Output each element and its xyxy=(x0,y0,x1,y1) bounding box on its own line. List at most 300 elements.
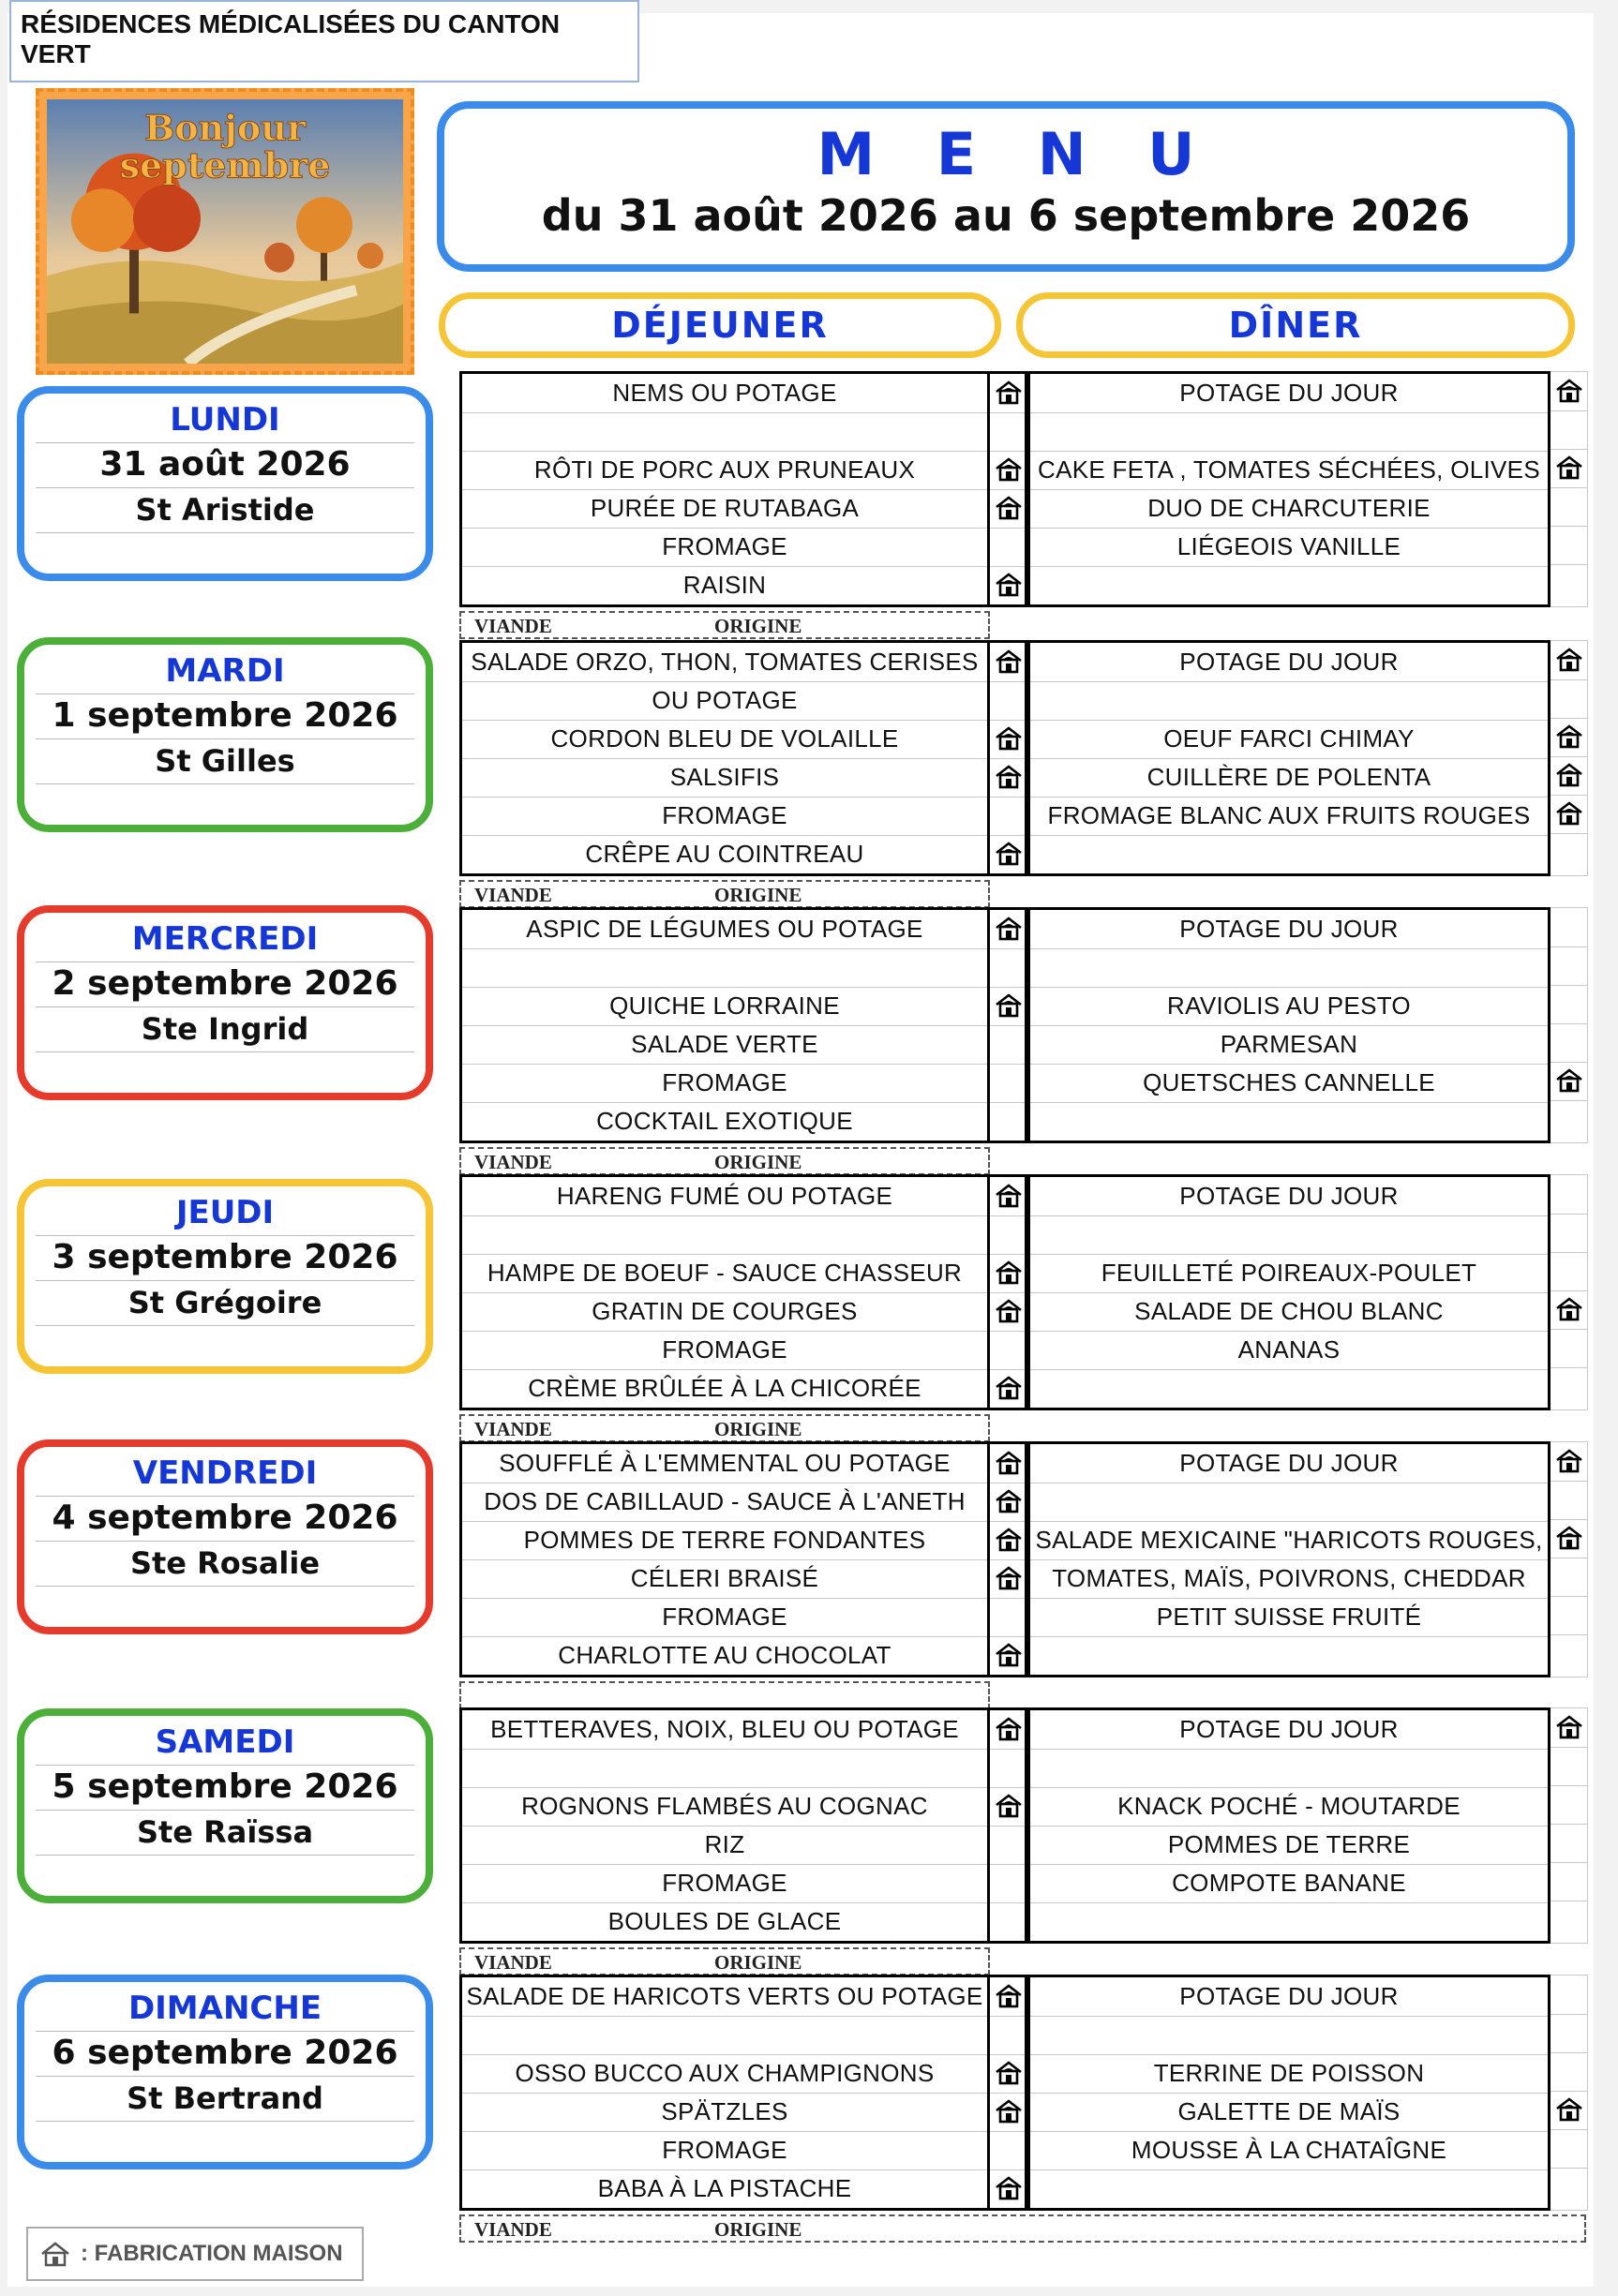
lunch-menu-box xyxy=(459,640,990,876)
dinner-menu-box xyxy=(1027,1707,1551,1944)
day-name: SAMEDI xyxy=(36,1720,414,1766)
dinner-menu-box xyxy=(1027,1174,1551,1410)
origin-strip xyxy=(459,1947,990,1975)
dinner-homemade-cell xyxy=(1551,679,1587,719)
house-chef-icon xyxy=(39,2240,71,2268)
origin-strip xyxy=(459,1147,990,1175)
day-blank-row xyxy=(36,1051,414,1096)
lunch-homemade-cell xyxy=(990,797,1025,836)
day-box xyxy=(17,905,433,1100)
house-chef-icon xyxy=(1555,2095,1583,2124)
day-name: DIMANCHE xyxy=(36,1986,414,2032)
meat-label: VIANDE xyxy=(474,1951,552,1974)
lunch-item: CRÈME BRÛLÉE À LA CHICORÉE xyxy=(528,1374,921,1402)
dinner-homemade-cell xyxy=(1551,1062,1587,1101)
dinner-item: PETIT SUISSE FRUITÉ xyxy=(1030,1598,1548,1637)
lunch-menu-box xyxy=(459,371,990,607)
house-chef-icon xyxy=(995,915,1023,943)
dinner-homemade-cell xyxy=(1551,1975,1587,2015)
day-name: JEUDI xyxy=(36,1190,414,1236)
house-chef-icon xyxy=(995,1982,1023,2010)
house-chef-icon xyxy=(995,1564,1023,1592)
house-chef-icon xyxy=(1555,1066,1583,1095)
dinner-homemade-cell xyxy=(1551,1901,1587,1939)
dinner-homemade-cell xyxy=(1551,410,1587,450)
dinner-item: POTAGE DU JOUR xyxy=(1030,643,1548,682)
day-blank-row xyxy=(36,2121,414,2166)
dinner-item xyxy=(1030,681,1548,721)
house-chef-icon xyxy=(995,1449,1023,1477)
lunch-item: SALADE DE HARICOTS VERTS OU POTAGE xyxy=(462,1977,987,2017)
lunch-homemade-cell xyxy=(990,1444,1025,1483)
dinner-homemade-cell xyxy=(1551,487,1587,527)
lunch-homemade-cell xyxy=(990,528,1025,567)
lunch-menu-box xyxy=(459,1174,990,1410)
day-date: 6 septembre 2026 xyxy=(36,2031,414,2077)
lunch-item: ASPIC DE LÉGUMES OU POTAGE xyxy=(462,910,987,949)
dinner-item: POTAGE DU JOUR xyxy=(1030,1177,1548,1216)
house-chef-icon xyxy=(995,724,1023,753)
dinner-homemade-column xyxy=(1551,1174,1588,1410)
day-saint: St Grégoire xyxy=(36,1280,414,1326)
dinner-homemade-cell xyxy=(1551,833,1587,872)
lunch-item: ROGNONS FLAMBÉS AU COGNAC xyxy=(462,1787,987,1826)
lunch-item: PURÉE DE RUTABAGA xyxy=(462,489,987,529)
day-saint: St Bertrand xyxy=(36,2076,414,2122)
dinner-item xyxy=(1030,1369,1548,1408)
dinner-homemade-cell xyxy=(1551,756,1587,796)
day-blank-row xyxy=(36,532,414,577)
day-box xyxy=(17,1708,433,1903)
dinner-homemade-cell xyxy=(1551,1290,1587,1330)
lunch-homemade-cell xyxy=(990,1902,1025,1941)
origin-strip xyxy=(459,880,990,908)
dinner-homemade-cell xyxy=(1551,985,1587,1024)
dinner-homemade-cell xyxy=(1551,1862,1587,1901)
dinner-item xyxy=(1030,1215,1548,1255)
origin-label: ORIGINE xyxy=(714,1418,802,1440)
lunch-item: FROMAGE xyxy=(462,1064,987,1103)
lunch-item: FROMAGE xyxy=(462,528,987,567)
lunch-menu-box xyxy=(459,1707,990,1944)
lunch-homemade-cell xyxy=(990,2054,1025,2094)
day-name: VENDREDI xyxy=(36,1451,414,1497)
day-name: LUNDI xyxy=(36,397,414,443)
lunch-header: DÉJEUNER xyxy=(439,292,1001,358)
dinner-item: SALADE MEXICAINE "HARICOTS ROUGES, xyxy=(1030,1521,1548,1560)
day-date: 2 septembre 2026 xyxy=(36,962,414,1007)
dinner-homemade-cell xyxy=(1551,2052,1587,2092)
house-chef-icon xyxy=(995,1374,1023,1402)
house-chef-icon xyxy=(1555,377,1583,405)
lunch-homemade-cell xyxy=(990,2093,1025,2132)
dinner-menu-box xyxy=(1027,640,1551,876)
day-box xyxy=(17,386,433,581)
lunch-homemade-cell xyxy=(990,1483,1025,1522)
day-saint: Ste Raïssa xyxy=(36,1810,414,1856)
lunch-homemade-cell xyxy=(990,1331,1025,1370)
lunch-item: HAMPE DE BOEUF - SAUCE CHASSEUR xyxy=(462,1254,987,1293)
lunch-item: RAISIN xyxy=(682,571,767,599)
day-date: 1 septembre 2026 xyxy=(36,693,414,739)
lunch-homemade-cell xyxy=(990,489,1025,529)
lunch-item: CHARLOTTE AU CHOCOLAT xyxy=(558,1641,891,1669)
lunch-homemade-cell xyxy=(990,987,1025,1026)
lunch-item: FROMAGE xyxy=(462,1331,987,1370)
dinner-item xyxy=(1030,1483,1548,1522)
lunch-item: FROMAGE xyxy=(462,1598,987,1637)
lunch-item: BOULES DE GLACE xyxy=(607,1907,842,1935)
lunch-homemade-cell xyxy=(990,758,1025,798)
dinner-item: GALETTE DE MAÏS xyxy=(1030,2093,1548,2132)
lunch-item: FROMAGE xyxy=(462,797,987,836)
dinner-homemade-cell xyxy=(1551,1442,1587,1482)
origin-label: ORIGINE xyxy=(714,1151,802,1173)
dinner-homemade-cell xyxy=(1551,1175,1587,1215)
dinner-item xyxy=(1030,2016,1548,2055)
autumn-landscape-image xyxy=(47,99,403,364)
lunch-homemade-cell xyxy=(990,1215,1025,1255)
lunch-item: DOS DE CABILLAUD - SAUCE À L'ANETH xyxy=(462,1483,987,1522)
lunch-homemade-cell xyxy=(990,681,1025,721)
lunch-homemade-column xyxy=(990,1441,1027,1677)
dinner-homemade-cell xyxy=(1551,1214,1587,1253)
lunch-item: POMMES DE TERRE FONDANTES xyxy=(462,1521,987,1560)
lunch-item: SOUFFLÉ À L'EMMENTAL OU POTAGE xyxy=(462,1444,987,1483)
day-saint: St Aristide xyxy=(36,487,414,533)
dinner-item xyxy=(1030,1102,1548,1141)
lunch-item: HARENG FUMÉ OU POTAGE xyxy=(462,1177,987,1216)
house-chef-icon xyxy=(995,571,1023,599)
dinner-item: POTAGE DU JOUR xyxy=(1030,1444,1548,1483)
lunch-homemade-cell xyxy=(990,1636,1025,1675)
lunch-item xyxy=(462,2016,987,2055)
day-blank-row xyxy=(36,783,414,828)
dinner-homemade-cell xyxy=(1551,1481,1587,1520)
meat-label: VIANDE xyxy=(474,2218,552,2241)
dinner-menu-box xyxy=(1027,1441,1551,1677)
day-blank-row xyxy=(36,1586,414,1631)
image-text-line1: Bonjour xyxy=(144,106,306,149)
day-date: 3 septembre 2026 xyxy=(36,1235,414,1281)
dinner-homemade-cell xyxy=(1551,372,1587,411)
lunch-item: OSSO BUCCO AUX CHAMPIGNONS xyxy=(462,2054,987,2094)
lunch-item: RIZ xyxy=(462,1826,987,1865)
dinner-item xyxy=(1030,412,1548,452)
lunch-homemade-cell xyxy=(990,948,1025,988)
lunch-homemade-cell xyxy=(990,451,1025,490)
dinner-item xyxy=(1030,1749,1548,1788)
dinner-homemade-cell xyxy=(1551,1747,1587,1786)
house-chef-icon xyxy=(1555,454,1583,482)
lunch-item: GRATIN DE COURGES xyxy=(462,1292,987,1332)
dinner-item: CAKE FETA , TOMATES SÉCHÉES, OLIVES xyxy=(1030,451,1548,490)
house-chef-icon xyxy=(1555,646,1583,674)
origin-label: ORIGINE xyxy=(714,1951,802,1974)
dinner-homemade-column xyxy=(1551,640,1588,876)
dinner-item: POMMES DE TERRE xyxy=(1030,1826,1548,1865)
lunch-menu-box xyxy=(459,1441,990,1677)
legend xyxy=(26,2227,364,2281)
house-chef-icon xyxy=(995,1487,1023,1515)
dinner-homemade-cell xyxy=(1551,908,1587,947)
origin-strip xyxy=(459,1681,990,1709)
lunch-item: SALADE ORZO, THON, TOMATES CERISES xyxy=(462,643,987,682)
dinner-homemade-column xyxy=(1551,371,1588,607)
dinner-item: SALADE DE CHOU BLANC xyxy=(1030,1292,1548,1332)
dinner-homemade-cell xyxy=(1551,1596,1587,1635)
lunch-homemade-cell xyxy=(990,1369,1025,1408)
lunch-homemade-cell xyxy=(990,412,1025,452)
dinner-homemade-cell xyxy=(1551,1824,1587,1863)
dinner-item: RAVIOLIS AU PESTO xyxy=(1030,987,1548,1026)
lunch-homemade-column xyxy=(990,907,1027,1143)
lunch-item xyxy=(462,412,987,452)
dinner-menu-box xyxy=(1027,371,1551,607)
house-chef-icon xyxy=(1555,1524,1583,1552)
lunch-menu-box xyxy=(459,907,990,1143)
dinner-item: ANANAS xyxy=(1030,1331,1548,1370)
lunch-homemade-cell xyxy=(990,2131,1025,2170)
lunch-homemade-column xyxy=(990,1174,1027,1410)
dinner-item xyxy=(1030,1902,1548,1941)
house-chef-icon xyxy=(995,1297,1023,1325)
lunch-homemade-cell xyxy=(990,1826,1025,1865)
lunch-homemade-cell xyxy=(990,566,1025,604)
house-chef-icon xyxy=(995,1715,1023,1743)
day-blank-row xyxy=(36,1855,414,1900)
house-chef-icon xyxy=(995,1792,1023,1820)
dinner-homemade-cell xyxy=(1551,2014,1587,2053)
house-chef-icon xyxy=(1555,799,1583,827)
dinner-item xyxy=(1030,2169,1548,2208)
lunch-item xyxy=(462,1749,987,1788)
house-chef-icon xyxy=(995,2174,1023,2202)
house-chef-icon xyxy=(1555,723,1583,751)
day-blank-row xyxy=(36,1325,414,1370)
day-box xyxy=(17,637,433,832)
lunch-item: BETTERAVES, NOIX, BLEU OU POTAGE xyxy=(462,1710,987,1750)
dinner-item: FEUILLETÉ POIREAUX-POULET xyxy=(1030,1254,1548,1293)
dinner-item xyxy=(1030,1636,1548,1675)
lunch-item xyxy=(462,948,987,988)
house-chef-icon xyxy=(1555,1295,1583,1323)
lunch-item: OU POTAGE xyxy=(462,681,987,721)
lunch-homemade-column xyxy=(990,1707,1027,1944)
house-chef-icon xyxy=(1555,761,1583,789)
dinner-item: FROMAGE BLANC AUX FRUITS ROUGES xyxy=(1030,797,1548,836)
lunch-homemade-cell xyxy=(990,1292,1025,1332)
lunch-item: COCKTAIL EXOTIQUE xyxy=(596,1107,853,1135)
lunch-homemade-cell xyxy=(990,643,1025,682)
dinner-homemade-cell xyxy=(1551,526,1587,565)
autumn-illustration xyxy=(36,88,414,375)
dinner-item: POTAGE DU JOUR xyxy=(1030,1977,1548,2017)
dinner-homemade-column xyxy=(1551,1441,1588,1677)
dinner-item: DUO DE CHARCUTERIE xyxy=(1030,489,1548,529)
lunch-homemade-column xyxy=(990,1975,1027,2211)
lunch-homemade-cell xyxy=(990,1559,1025,1599)
day-box xyxy=(17,1179,433,1374)
origin-strip xyxy=(459,2214,1586,2243)
meat-label: VIANDE xyxy=(474,884,552,906)
lunch-homemade-cell xyxy=(990,2169,1025,2208)
dinner-item: POTAGE DU JOUR xyxy=(1030,1710,1548,1750)
meat-label: VIANDE xyxy=(474,1418,552,1440)
dinner-homemade-cell xyxy=(1551,2091,1587,2130)
meat-label: VIANDE xyxy=(474,615,552,637)
lunch-homemade-cell xyxy=(990,1749,1025,1788)
lunch-homemade-cell xyxy=(990,1977,1025,2017)
dinner-item: QUETSCHES CANNELLE xyxy=(1030,1064,1548,1103)
lunch-homemade-cell xyxy=(990,1864,1025,1903)
lunch-homemade-cell xyxy=(990,910,1025,949)
lunch-item: FROMAGE xyxy=(462,1864,987,1903)
dinner-homemade-cell xyxy=(1551,2129,1587,2169)
dinner-item: TOMATES, MAÏS, POIVRONS, CHEDDAR xyxy=(1030,1559,1548,1599)
image-text-line2: septembre xyxy=(119,143,331,186)
lunch-item: SPÄTZLES xyxy=(462,2093,987,2132)
lunch-item: CRÊPE AU COINTREAU xyxy=(585,840,864,868)
lunch-homemade-column xyxy=(990,640,1027,876)
day-date: 31 août 2026 xyxy=(36,442,414,488)
house-chef-icon xyxy=(995,1259,1023,1287)
lunch-homemade-cell xyxy=(990,835,1025,873)
lunch-item: SALADE VERTE xyxy=(462,1025,987,1065)
dinner-homemade-cell xyxy=(1551,1558,1587,1597)
day-date: 5 septembre 2026 xyxy=(36,1765,414,1811)
menu-title-box xyxy=(437,101,1575,272)
origin-label: ORIGINE xyxy=(714,884,802,906)
dinner-item xyxy=(1030,566,1548,604)
organization-name: RÉSIDENCES MÉDICALISÉES DU CANTON VERT xyxy=(9,0,639,82)
dinner-homemade-cell xyxy=(1551,1785,1587,1825)
dinner-item: KNACK POCHÉ - MOUTARDE xyxy=(1030,1787,1548,1826)
dinner-item: COMPOTE BANANE xyxy=(1030,1864,1548,1903)
lunch-item: BABA À LA PISTACHE xyxy=(597,2174,852,2202)
meat-label: VIANDE xyxy=(474,1151,552,1173)
lunch-homemade-cell xyxy=(990,2016,1025,2055)
lunch-homemade-cell xyxy=(990,1254,1025,1293)
lunch-item: CORDON BLEU DE VOLAILLE xyxy=(462,720,987,759)
house-chef-icon xyxy=(995,494,1023,522)
dinner-homemade-cell xyxy=(1551,1519,1587,1558)
house-chef-icon xyxy=(1555,1713,1583,1741)
dinner-homemade-cell xyxy=(1551,1329,1587,1368)
dinner-item: POTAGE DU JOUR xyxy=(1030,374,1548,413)
house-chef-icon xyxy=(995,763,1023,791)
dinner-homemade-cell xyxy=(1551,947,1587,986)
lunch-homemade-cell xyxy=(990,1521,1025,1560)
lunch-menu-box xyxy=(459,1975,990,2211)
lunch-item: SALSIFIS xyxy=(462,758,987,798)
lunch-homemade-cell xyxy=(990,1177,1025,1216)
dinner-item: LIÉGEOIS VANILLE xyxy=(1030,528,1548,567)
dinner-homemade-cell xyxy=(1551,1023,1587,1063)
lunch-homemade-cell xyxy=(990,1710,1025,1750)
dinner-homemade-cell xyxy=(1551,1634,1587,1673)
dinner-homemade-cell xyxy=(1551,718,1587,757)
dinner-homemade-cell xyxy=(1551,1708,1587,1748)
dinner-homemade-column xyxy=(1551,1975,1588,2211)
house-chef-icon xyxy=(995,840,1023,868)
dinner-homemade-cell xyxy=(1551,795,1587,834)
lunch-item: QUICHE LORRAINE xyxy=(462,987,987,1026)
origin-strip xyxy=(459,611,990,639)
day-box xyxy=(17,1975,433,2169)
day-name: MARDI xyxy=(36,649,414,694)
dinner-header: DÎNER xyxy=(1016,292,1575,358)
dinner-item: MOUSSE À LA CHATAÎGNE xyxy=(1030,2131,1548,2170)
dinner-homemade-column xyxy=(1551,907,1588,1143)
lunch-homemade-cell xyxy=(990,1598,1025,1637)
lunch-homemade-cell xyxy=(990,720,1025,759)
lunch-homemade-cell xyxy=(990,374,1025,413)
dinner-homemade-cell xyxy=(1551,564,1587,603)
house-chef-icon xyxy=(995,2097,1023,2125)
house-chef-icon xyxy=(995,1526,1023,1554)
day-saint: Ste Ingrid xyxy=(36,1006,414,1052)
day-name: MERCREDI xyxy=(36,917,414,962)
day-saint: Ste Rosalie xyxy=(36,1541,414,1587)
day-box xyxy=(17,1439,433,1634)
dinner-menu-box xyxy=(1027,907,1551,1143)
lunch-homemade-cell xyxy=(990,1064,1025,1103)
house-chef-icon xyxy=(995,379,1023,407)
house-chef-icon xyxy=(995,991,1023,1020)
dinner-item xyxy=(1030,835,1548,873)
legend-text: : FABRICATION MAISON xyxy=(81,2241,343,2266)
lunch-item: FROMAGE xyxy=(462,2131,987,2170)
day-date: 4 septembre 2026 xyxy=(36,1496,414,1542)
house-chef-icon xyxy=(995,2059,1023,2087)
dinner-item: TERRINE DE POISSON xyxy=(1030,2054,1548,2094)
menu-title: M E N U xyxy=(816,120,1216,188)
dinner-item: CUILLÈRE DE POLENTA xyxy=(1030,758,1548,798)
origin-label: ORIGINE xyxy=(714,615,802,637)
house-chef-icon xyxy=(995,1182,1023,1210)
house-chef-icon xyxy=(995,648,1023,676)
lunch-homemade-column xyxy=(990,371,1027,607)
dinner-homemade-cell xyxy=(1551,2168,1587,2206)
dinner-homemade-cell xyxy=(1551,641,1587,680)
lunch-item: NEMS OU POTAGE xyxy=(462,374,987,413)
lunch-item: CÉLERI BRAISÉ xyxy=(462,1559,987,1599)
dinner-menu-box xyxy=(1027,1975,1551,2211)
house-chef-icon xyxy=(995,455,1023,484)
dinner-item: PARMESAN xyxy=(1030,1025,1548,1065)
dinner-homemade-cell xyxy=(1551,1367,1587,1406)
dinner-homemade-cell xyxy=(1551,1100,1587,1139)
day-saint: St Gilles xyxy=(36,738,414,784)
origin-label: ORIGINE xyxy=(714,2218,802,2241)
dinner-homemade-column xyxy=(1551,1707,1588,1944)
menu-date-range: du 31 août 2026 au 6 septembre 2026 xyxy=(541,190,1471,241)
lunch-item: RÔTI DE PORC AUX PRUNEAUX xyxy=(462,451,987,490)
house-chef-icon xyxy=(995,1641,1023,1669)
lunch-item xyxy=(462,1215,987,1255)
lunch-homemade-cell xyxy=(990,1102,1025,1141)
lunch-homemade-cell xyxy=(990,1025,1025,1065)
dinner-homemade-cell xyxy=(1551,1252,1587,1291)
house-chef-icon xyxy=(1555,1447,1583,1475)
dinner-item: OEUF FARCI CHIMAY xyxy=(1030,720,1548,759)
lunch-homemade-cell xyxy=(990,1787,1025,1826)
dinner-item xyxy=(1030,948,1548,988)
origin-strip xyxy=(459,1414,990,1442)
dinner-homemade-cell xyxy=(1551,449,1587,488)
dinner-item: POTAGE DU JOUR xyxy=(1030,910,1548,949)
